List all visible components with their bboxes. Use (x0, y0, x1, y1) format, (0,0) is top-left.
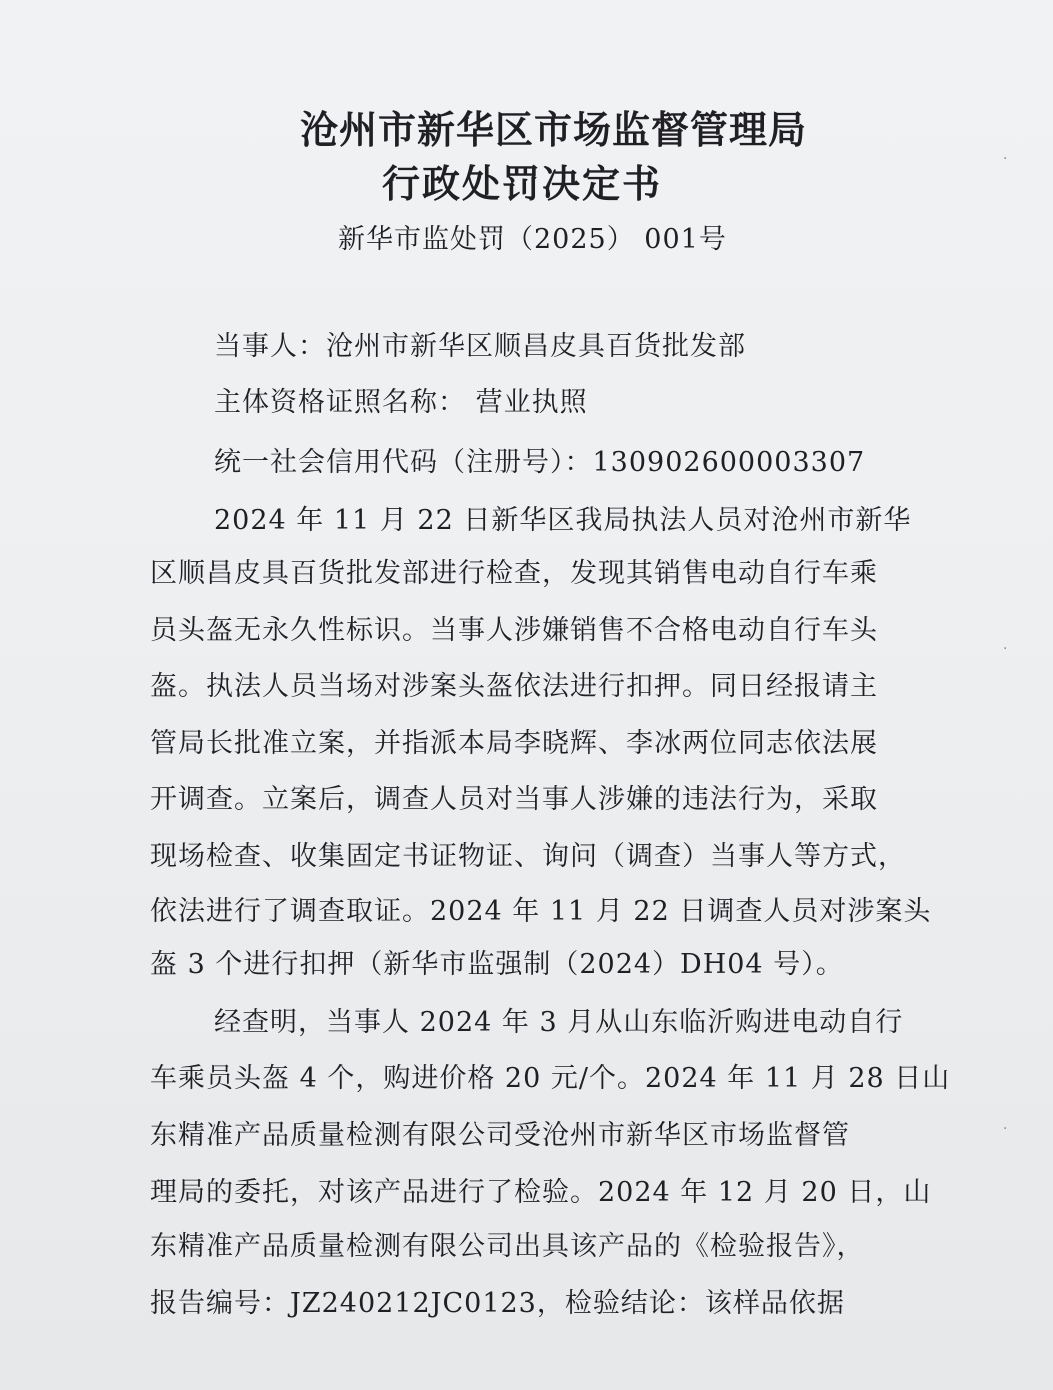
paragraph1-line: 开调查。立案后，调查人员对当事人涉嫌的违法行为，采取 (150, 784, 878, 815)
credit-code: 统一社会信用代码（注册号）：130902600003307 (214, 447, 866, 478)
paragraph1-line: 区顺昌皮具百货批发部进行检查，发现其销售电动自行车乘 (150, 558, 878, 589)
paragraph1-line: 现场检查、收集固定书证物证、询问（调查）当事人等方式， (150, 841, 906, 872)
document-title: 行政处罚决定书 (382, 162, 663, 206)
paragraph2-line: 车乘员头盔 4 个，购进价格 20 元/个。2024 年 11 月 28 日山 (150, 1063, 951, 1094)
paragraph1-line: 盔 3 个进行扣押（新华市监强制（2024）DH04 号）。 (150, 949, 844, 980)
binding-mark: · (1003, 1121, 1008, 1137)
paragraph1-line: 管局长批准立案，并指派本局李晓辉、李冰两位同志依法展 (150, 728, 878, 759)
paragraph1-line: 员头盔无永久性标识。当事人涉嫌销售不合格电动自行车头 (150, 615, 878, 646)
agency-title: 沧州市新华区市场监督管理局 (300, 108, 808, 152)
paragraph2-line: 东精准产品质量检测有限公司受沧州市新华区市场监督管 (150, 1120, 850, 1151)
paragraph2-line: 理局的委托，对该产品进行了检验。2024 年 12 月 20 日，山 (150, 1177, 932, 1208)
document-number: 新华市监处罚（2025） 001号 (338, 224, 727, 255)
binding-mark: · (1003, 641, 1008, 657)
paragraph1-line: 2024 年 11 月 22 日新华区我局执法人员对沧州市新华 (214, 505, 912, 536)
binding-mark: · (1003, 151, 1008, 167)
paragraph1-line: 盔。执法人员当场对涉案头盔依法进行扣押。同日经报请主 (150, 671, 878, 702)
paragraph2-line: 经查明，当事人 2024 年 3 月从山东临沂购进电动自行 (214, 1007, 904, 1038)
license-type: 主体资格证照名称： 营业执照 (214, 387, 588, 418)
party-name: 当事人：沧州市新华区顺昌皮具百货批发部 (214, 331, 746, 362)
paragraph2-line: 报告编号：JZ240212JC0123，检验结论：该样品依据 (150, 1288, 845, 1319)
paragraph2-line: 东精准产品质量检测有限公司出具该产品的《检验报告》， (150, 1231, 865, 1262)
paragraph1-line: 依法进行了调查取证。2024 年 11 月 22 日调查人员对涉案头 (150, 896, 932, 927)
